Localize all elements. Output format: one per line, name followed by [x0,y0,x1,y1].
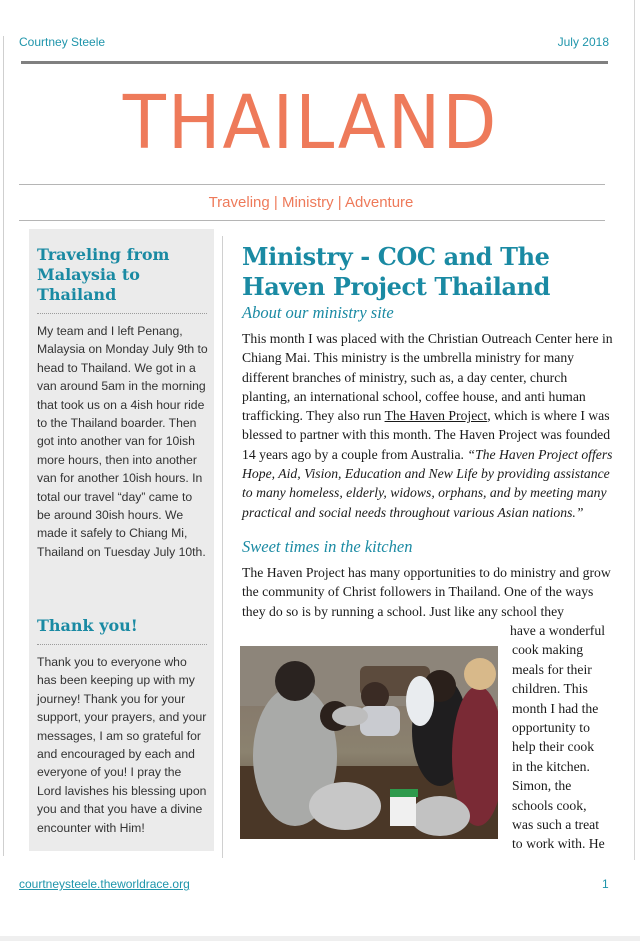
wrapped-line: meals for their [512,661,592,677]
sidebar-body: My team and I left Penang, Malaysia on Monday July 9th to head to Thailand. We got in a van around 5am in the morning that took us on a 4ish hour ride to the Thailand boarder. Then got into another van for 10ish more hours, then into another van for another 10ish hours. In total our travel “day” came to be around 30ish hours. We made it safely to Chiang Mi, Thailand on Tuesday July 10th. [37,324,208,559]
section-subheading: About our ministry site [242,303,394,322]
wrapped-text [510,621,620,854]
section-body [242,329,614,522]
main-article [242,242,614,621]
photo-bowl [410,796,470,836]
page-edge-right [634,0,635,860]
photo-container-lid [390,789,418,797]
sidebar-heading: Traveling from Malaysia to Thailand [37,245,170,304]
wrapped-line: help their cook [512,739,595,755]
photo-person-head [361,682,389,710]
body-text-part: , which is where I was blessed to partner with this month. The Haven Project was founded 14 years ago by a couple from Australia. [242,408,611,462]
column-divider [222,236,223,858]
masthead-title [0,80,622,166]
sidebar-section-travel [37,245,209,561]
bottom-shade [0,936,640,941]
wrapped-line: opportunity to [512,720,590,736]
wrapped-line: in the kitchen. [512,758,590,774]
photo-flour-bag [406,676,434,726]
dotted-divider [37,313,207,314]
wrapped-line: cook making [512,642,584,658]
photo-person-blonde [464,658,496,690]
masthead-title-text: THAILAND [123,80,499,166]
footer-website-link[interactable]: courtneysteele.theworldrace.org [19,877,190,891]
section-body: The Haven Project has many opportunities to do ministry and grow the community of Christ followers in Thailand. One of the ways they do so is by running a school. Just like any school they [242,564,611,619]
kitchen-photo-illustration [240,646,498,839]
section-subheading: Sweet times in the kitchen [242,536,413,556]
wrapped-line: month I had the [512,700,599,716]
body-text-part: This month I was placed with the Christian Outreach Center here in Chiang Mai. This ministry is the umbrella ministry for many different branches of ministry, such as, a day center, church planting, an international school, coffee house, and anti human trafficking. They also run [242,331,613,424]
haven-project-link[interactable]: The Haven Project [384,408,488,424]
photo-bowl [309,782,381,830]
photo-person-shirt [360,706,400,736]
sidebar-body: Thank you to everyone who has been keeping up with my journey! Thank you for your support, your prayers, and your messages, I am so grateful for and encouraged by each and everyone of you! I pray the Lord lavishes his blessing upon you and that you have a divine encounter with Him! [37,655,207,835]
dotted-divider [37,644,207,645]
page-number: 1 [602,877,609,891]
masthead-tagline: Traveling | Ministry | Adventure [208,194,414,211]
wrapped-line: Simon, the [512,778,572,794]
header-rule [21,61,608,64]
kitchen-photo [240,646,498,839]
wrapped-line: children. This [512,681,588,697]
tagline-rule-top [19,184,605,185]
photo-person-left-head [275,661,315,701]
wrapped-line: to work with. He [512,836,605,852]
sidebar [29,229,214,851]
header-author: Courtney Steele [19,35,106,49]
header-date: July 2018 [557,35,609,49]
mission-quote: “The Haven Project offers Hope, Aid, Vision, Education and New Life by providing assistance to many homeless, elderly, widows, orphans, and by meeting many practical and social needs throughout various Asian nations.” [242,446,613,520]
wrapped-line: schools cook, [512,797,587,813]
wrapped-line: have a wonderful [510,623,606,638]
sidebar-section-thanks [37,616,209,837]
article-title: Ministry - COC and The Haven Project Thailand [242,242,551,301]
photo-bowl [332,706,368,726]
tagline-rule-bottom [19,220,605,221]
sidebar-heading: Thank you! [37,616,138,635]
wrapped-line: was such a treat [512,817,600,833]
